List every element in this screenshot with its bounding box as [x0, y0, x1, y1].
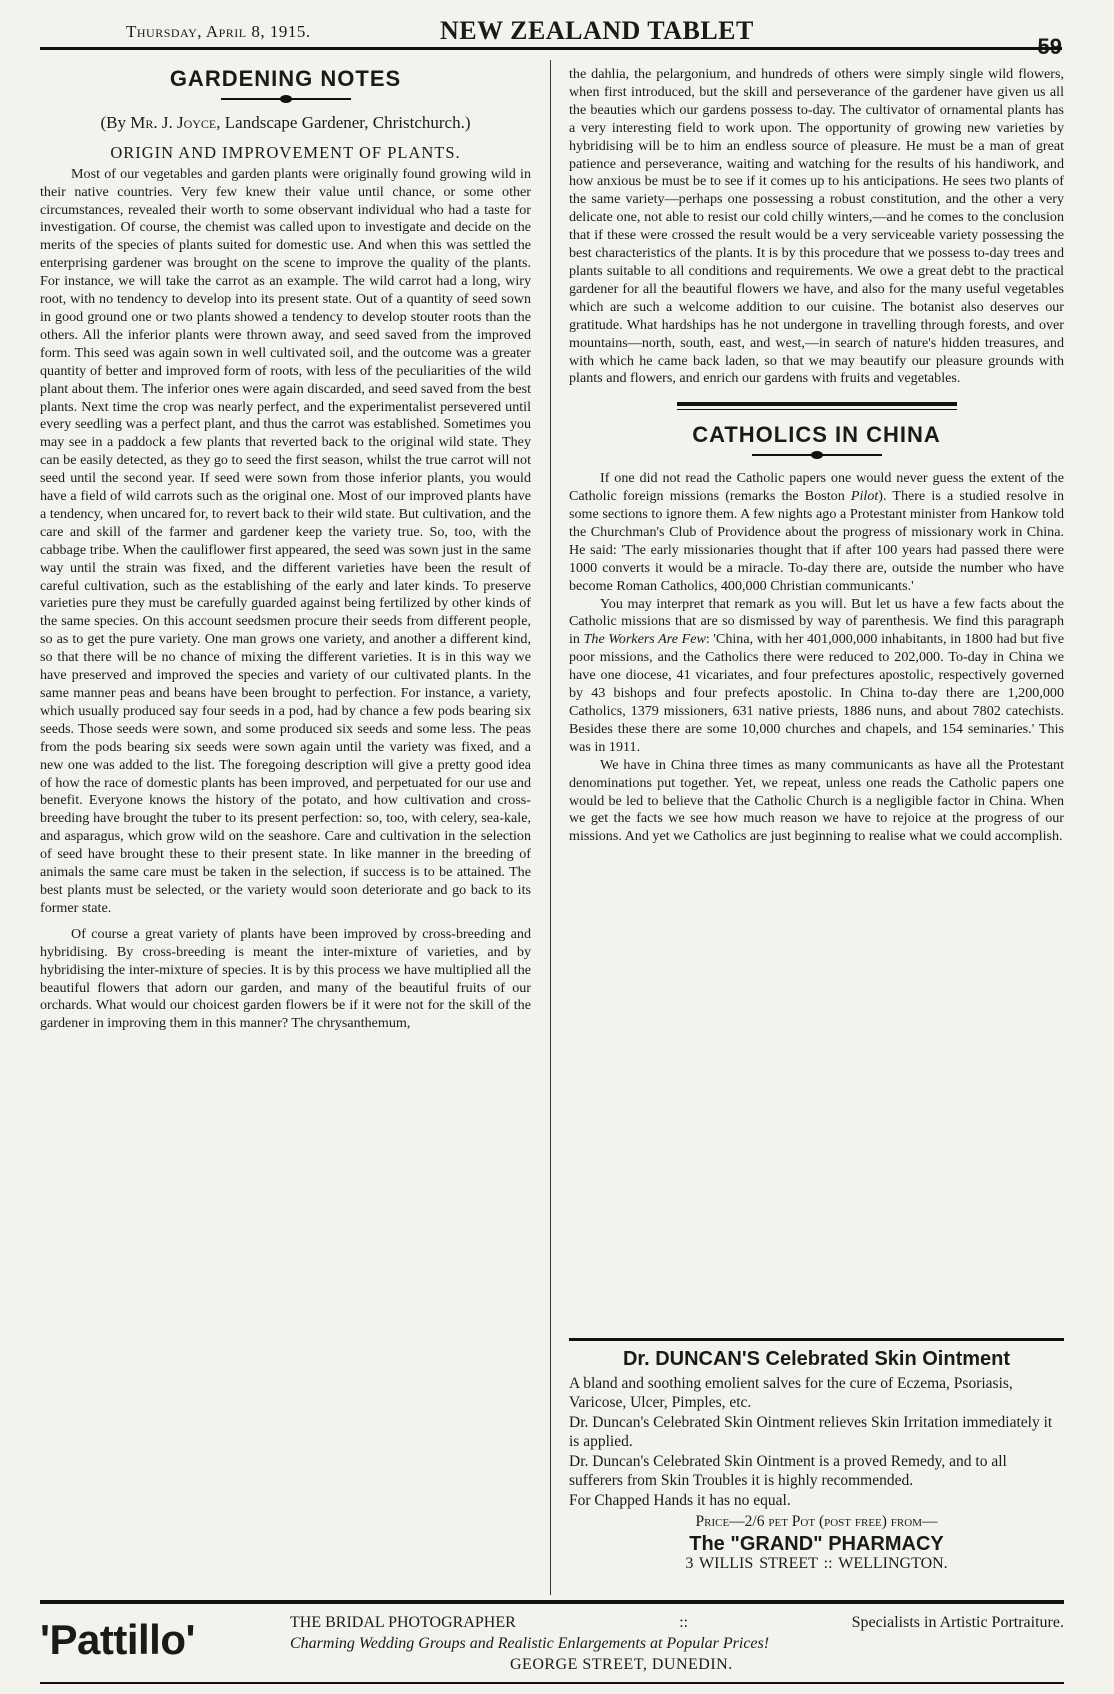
byline-suffix: , Landscape Gardener, Christchurch.)	[216, 112, 471, 132]
ad-price: Price—2/6 pet Pot (post free) from—	[695, 1513, 938, 1530]
banner-line-3: GEORGE STREET, DUNEDIN.	[510, 1656, 733, 1673]
issue-date: Thursday, April 8, 1915.	[126, 22, 311, 41]
banner-row-1	[290, 1612, 1064, 1633]
section-rule-thick	[677, 402, 957, 406]
banner-brand: 'Pattillo'	[40, 1616, 195, 1663]
china-p2-publication: The Workers Are Few	[583, 631, 706, 648]
ad-line-4: For Chapped Hands it has no equal.	[569, 1491, 791, 1509]
china-p1-text-b: ). There is a studied resolve in some sections to ignore them. A few nights ago a Protestant minister from Hankow told the Churchman's Club of Providence about the progress of missionary work in China. He said: 'The early missionaries thought that if after 100 years had passed there were 1000 converts it would be a miracle. To-day there are, outside the number who have become Roman Catholics, 400,000 Christian communicants.'	[569, 488, 1064, 594]
china-heading: CATHOLICS IN CHINA	[692, 422, 941, 448]
section-rule-thin	[677, 409, 957, 410]
byline-prefix: (By	[100, 112, 131, 132]
china-paragraph-1	[569, 470, 1064, 595]
gardening-continuation: the dahlia, the pelargonium, and hundreds of others were simply single wild flowers, when first introduced, but the skill and perseverance of the gardener have given us all the beauties which our gardens possess to-day. The cultivator of ornamental plants has a very interesting field to work upon. The opportunity of growing new varieties by hybridising will be to him an endless source of pleasure. He must be a man of great patience and perseverance, waiting and watching for the results of his handiwork, and how anxious be must be to see if it comes up to his anticipations. He sees two plants of the same variety—perhaps one possessing a robust constitution, and the other a very delicate one, not able to resist our cold chilly winters,—and he comes to the conclusion that if these were crossed the result would be a very serviceable variety possessing the best characteristics of the plants. It is by this procedure that we possess to-day trees and plants suitable to all conditions and requirements. We owe a great debt to the practical gardener for all the beautiful flowers we have, and also for the many useful vegetables which are such a welcome addition to our cuisine. The botanist also deserves our gratitude. What hardships has he not undergone in travelling through forests, and over mountains—north, south, east, and west,—in search of nature's hidden treasures, and with which he came back laden, so that we may beautify our pleasure grounds with plants and flowers, and enrich our gardens with fruits and vegetables.	[569, 66, 1064, 387]
banner-line-1-right: Specialists in Artistic Portraiture.	[851, 1614, 1064, 1631]
gardening-subheading: ORIGIN AND IMPROVEMENT OF PLANTS.	[110, 142, 461, 162]
gardening-paragraph-2: Of course a great variety of plants have been improved by cross-breeding and hybridising. By cross-breeding is meant the inter-mixture of varieties, and by hybridising the inter-mixture of species. It is by this process we have multiplied all the beautiful flowers that adorn our garden, and many of the beautiful fruits of our orchards. What would our choicest garden flowers be if it were not for the skill of the gardener in improving them in this manner? The chrysanthemum,	[40, 925, 531, 1032]
masthead-rule	[40, 47, 1062, 50]
banner-line-1-left: THE BRIDAL PHOTOGRAPHER	[290, 1614, 516, 1631]
china-heading-ornament	[752, 450, 882, 460]
banner-rule-top	[40, 1600, 1064, 1604]
column-divider	[550, 60, 551, 1595]
gardening-byline	[40, 114, 531, 132]
ad-line-1: A bland and soothing emolient salves for the cure of Eczema, Psoriasis, Varicose, Ulcer, Pimples, etc.	[569, 1374, 1013, 1411]
china-p1-text-a: If one did not read the Catholic papers one would never guess the extent of the Catholic foreign missions (remarks the Boston	[569, 470, 1064, 505]
byline-author: Mr. J. Joyce	[130, 112, 217, 132]
ad-line-2: Dr. Duncan's Celebrated Skin Ointment relieves Skin Irritation immediately it is applied.	[569, 1413, 1053, 1450]
ad-pharmacy-name: The "GRAND" PHARMACY	[689, 1532, 944, 1555]
china-paragraph-3: We have in China three times as many communicants as have all the Protestant denominations put together. Yet, we repeat, unless one reads the Catholic papers one would be led to believe that the Catholic Church is a negligible factor in China. When we get the facts we see how much reason we have to rejoice at the progress of our missions. And yet we Catholics are just beginning to realise what we could accomplish.	[569, 756, 1064, 845]
heading-ornament	[221, 94, 351, 104]
gardening-paragraph-1: Most of our vegetables and garden plants were originally found growing wild in their native countries. Very few knew their value until chance, or some other circumstances, revealed their worth to some observant individual who had a taste for investigation. Of course, the chemist was called upon to investigate and decide on the merits of the species of plants suited for domestic use. And when this was settled the enterprising gardener was brought on the scene to improve the quality of the plants. For instance, we will take the carrot as an example. The wild carrot had a long, wiry root, with no tendency to develop into its present state. Out of a quantity of seed sown in good ground one or two plants showed a tendency to develop stouter roots than the others. All the inferior plants were thrown away, and seed saved from the improved form. This seed was again sown in well cultivated soil, and the outcome was a greater quantity of better and improved form of roots, with less of the peculiarities of the wild plant about them. The inferior ones were again discarded, and seed saved from the best plants. Next time the crop was nearly perfect, and the experimentalist persevered until every seedling was a perfect plant, and thus the carrot was established. Sometimes you may see in a paddock a few plants that reverted back to the original wild state. They can be easily detected, as they go to seed the first season, whilst the true carrot will not seed until the second year. If seed were sown from those inferior plants, you would have a field of wild carrots such as the original one. Most of our improved plants have a tendency, when uncared for, to revert back to their wild state. But cultivation, and the care and skill of the farmer and gardener keep the variety true. So, too, with the cabbage tribe. When the cauliflower first appeared, the seed was sown just in the same way until the strain was fixed, and the different varieties have been the result of careful cultivation, such as the establishing of the early and later kinds. To preserve varieties pure they must be carefully guarded against being fertilized by other kinds of the same species. On this account seedsmen procure their seeds from different people, so as to get the pure variety. One man grows one variety, and another a different kind, so that there will be no chance of mixing the different varieties. It is in this way we have preserved and improved the species and variety of our cultivated plants. In the same manner peas and beans have been brought to perfection. For instance, a variety, which usually produced say four seeds in a pod, had by chance a few pods bearing six seeds. Those seeds were sown, and some produced six seeds and some less. The peas from the pods bearing six seeds were sown again until the variety was fixed, and a new one was added to the list. The foregoing description will give a pretty good idea of how the race of domestic plants has been improved, and perpetuated for our use and benefit. Everyone knows the history of the potato, and how cultivation and cross-breeding have brought the tuber to its present perfection: so, too, with celery, sea-kale, and asparagus, which grow wild on the seashore. Care and cultivation in the selection of seed have brought these to their present state. In like manner in the breeding of animals the same care must be taken in the selection, if success is to be attained. The best plants must be selected, or the variety would soon deteriorate and go back to its former state.	[40, 165, 531, 916]
china-paragraph-2	[569, 596, 1064, 757]
ad-title: Dr. DUNCAN'S Celebrated Skin Ointment	[622, 1348, 1011, 1370]
banner-rule-bottom	[40, 1682, 1064, 1684]
banner-text	[290, 1612, 1064, 1675]
china-p2-text-a: You may interpret that remark as you will. But let us have a few facts about the Catholic missions that are so dismissed by way of parenthesis. We find this paragraph in	[569, 595, 1064, 648]
masthead	[40, 16, 1062, 50]
photographer-banner	[40, 1612, 1064, 1674]
ad-line-3: Dr. Duncan's Celebrated Skin Ointment is a proved Remedy, and to all sufferers from Skin Troubles it is highly recommended.	[569, 1452, 1007, 1489]
right-column	[569, 66, 1064, 846]
newspaper-title: NEW ZEALAND TABLET	[440, 16, 754, 45]
china-p2-text-b: : 'China, with her 401,000,000 inhabitants, in 1800 had but five poor missions, and the Catholics there were reduced to 202,000. To-day in China we have one diocese, 41 vicariates, and four prefectures apostolic, respectively governed by 43 bishops and four prefects apostolic. In China to-day there are 1,200,000 Catholics, 1379 missioners, 631 native priests, 1886 nuns, and about 7802 catechists. Besides these there are some 10,000 churches and chapels, and 154 seminaries.' This was in 1911.	[569, 631, 1064, 755]
ad-address: 3 WILLIS STREET :: WELLINGTON.	[685, 1555, 948, 1572]
banner-line-2: Charming Wedding Groups and Realistic Enlargements at Popular Prices!	[290, 1635, 770, 1652]
banner-separator: ::	[679, 1614, 689, 1631]
china-p1-publication: Pilot	[850, 488, 879, 505]
skin-ointment-ad	[569, 1350, 1064, 1574]
gardening-heading: GARDENING NOTES	[169, 66, 402, 91]
left-column	[40, 66, 531, 1033]
ad-rule-top	[569, 1338, 1064, 1341]
